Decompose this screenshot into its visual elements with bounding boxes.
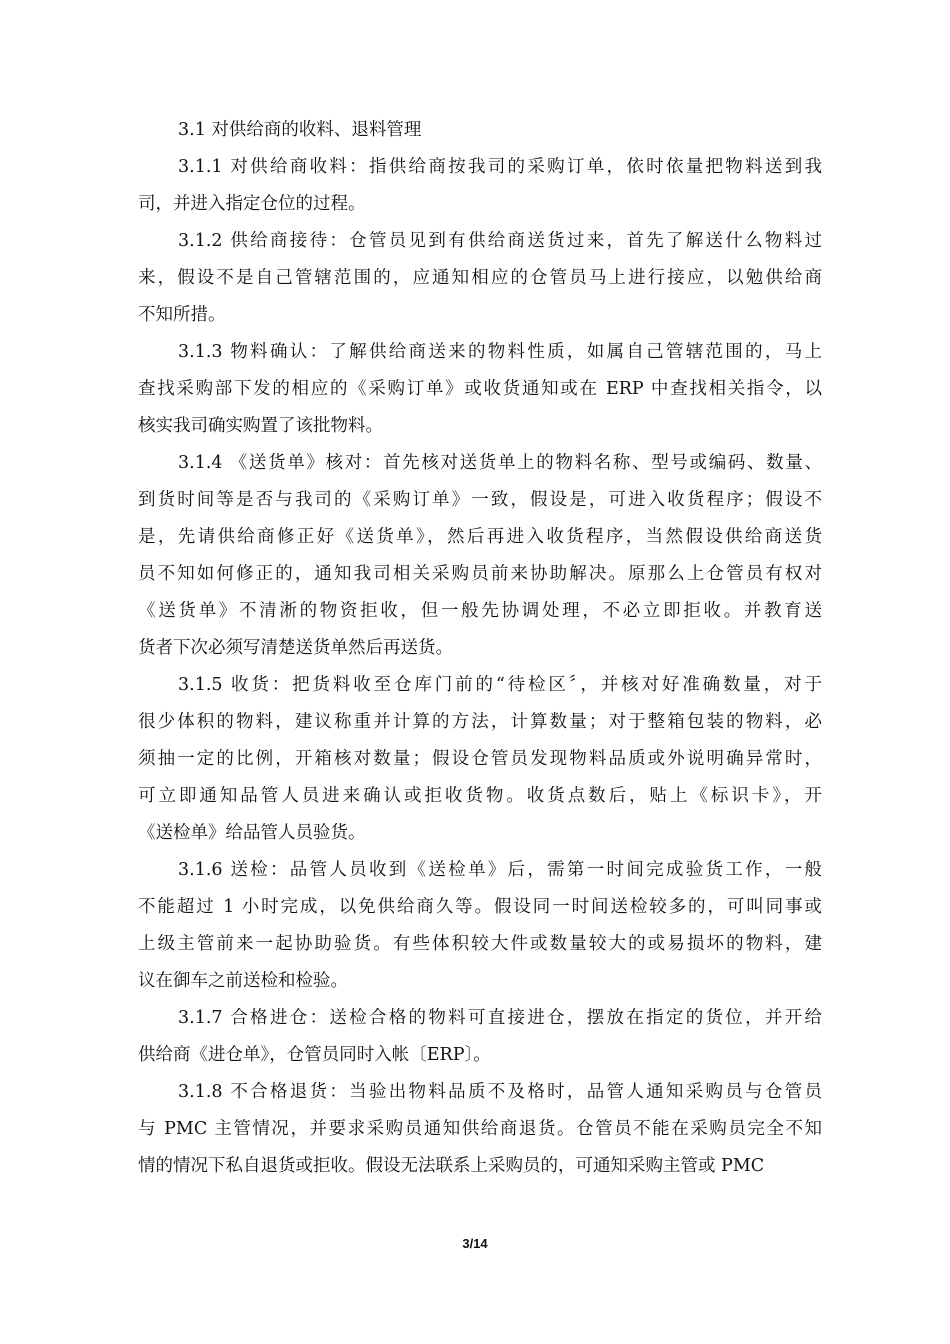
text-line: 3.1.3 物料确认：了解供给商送来的物料性质，如属自己管辖范围的，马上: [178, 342, 822, 362]
text-line: 供给商《进仓单》，仓管员同时入帐〔ERP〕。: [138, 1045, 491, 1065]
text-line: 3.1.6 送检：品管人员收到《送检单》后，需第一时间完成验货工作，一般: [178, 860, 822, 880]
paragraph: [138, 445, 822, 667]
text-line: 《送货单》不清淅的物资拒收，但一般先协调处理，不必立即拒收。并教育送: [138, 601, 822, 621]
text-line: 查找采购部下发的相应的《采购订单》或收货通知或在 ERP 中查找相关指令，以: [138, 379, 822, 399]
document-body: [138, 112, 822, 1185]
text-line: 3.1.5 收货：把货料收至仓库门前的“待检区〞，并核对好准确数量，对于: [178, 675, 822, 695]
text-line: 不知所措。: [138, 305, 226, 325]
paragraph: [138, 1000, 822, 1074]
text-line: 与 PMC 主管情况，并要求采购员通知供给商退货。仓管员不能在采购员完全不知: [138, 1119, 822, 1139]
text-line: 司，并进入指定仓位的过程。: [138, 194, 366, 214]
text-line: 核实我司确实购置了该批物料。: [138, 416, 383, 436]
text-line: 3.1.8 不合格退货：当验出物料品质不及格时，品管人通知采购员与仓管员: [178, 1082, 822, 1102]
text-line: 货者下次必须写清楚送货单然后再送货。: [138, 638, 453, 658]
paragraph: [138, 149, 822, 223]
text-line: 员不知如何修正的，通知我司相关采购员前来协助解决。原那么上仓管员有权对: [138, 564, 822, 584]
text-line: 须抽一定的比例，开箱核对数量；假设仓管员发现物料品质或外说明确异常时，: [138, 749, 822, 769]
text-line: 上级主管前来一起协助验货。有些体积较大件或数量较大的或易损坏的物料，建: [138, 934, 822, 954]
text-line: 不能超过 1 小时完成，以免供给商久等。假设同一时间送检较多的，可叫同事或: [138, 897, 822, 917]
text-line: 3.1.4 《送货单》核对：首先核对送货单上的物料名称、型号或编码、数量、: [178, 453, 822, 473]
text-line: 是，先请供给商修正好《送货单》，然后再进入收货程序，当然假设供给商送货: [138, 527, 822, 547]
text-line: 来，假设不是自己管辖范围的，应通知相应的仓管员马上进行接应，以勉供给商: [138, 268, 822, 288]
paragraph-list: [138, 149, 822, 1185]
paragraph: [138, 223, 822, 334]
text-line: 到货时间等是否与我司的《采购订单》一致，假设是，可进入收货程序；假设不: [138, 490, 822, 510]
paragraph: [138, 1074, 822, 1185]
paragraph: [138, 334, 822, 445]
page-number: 3/14: [462, 1236, 488, 1251]
section-heading: 3.1 对供给商的收料、退料管理: [178, 120, 422, 140]
text-line: 《送检单》给品管人员验货。: [138, 823, 366, 843]
text-line: 情的情况下私自退货或拒收。假设无法联系上采购员的，可通知采购主管或 PMC: [138, 1156, 765, 1176]
text-line: 可立即通知品管人员进来确认或拒收货物。收货点数后，贴上《标识卡》，开: [138, 786, 822, 806]
text-line: 很少体积的物料，建议称重并计算的方法，计算数量；对于整箱包装的物料，必: [138, 712, 822, 732]
paragraph: [138, 667, 822, 852]
text-line: 3.1.2 供给商接待：仓管员见到有供给商送货过来，首先了解送什么物料过: [178, 231, 822, 251]
text-line: 3.1.1 对供给商收料：指供给商按我司的采购订单，依时依量把物料送到我: [178, 157, 822, 177]
text-line: 3.1.7 合格进仓：送检合格的物料可直接进仓，摆放在指定的货位，并开给: [178, 1008, 822, 1028]
paragraph: [138, 852, 822, 1000]
text-line: 议在御车之前送检和检验。: [138, 971, 348, 991]
